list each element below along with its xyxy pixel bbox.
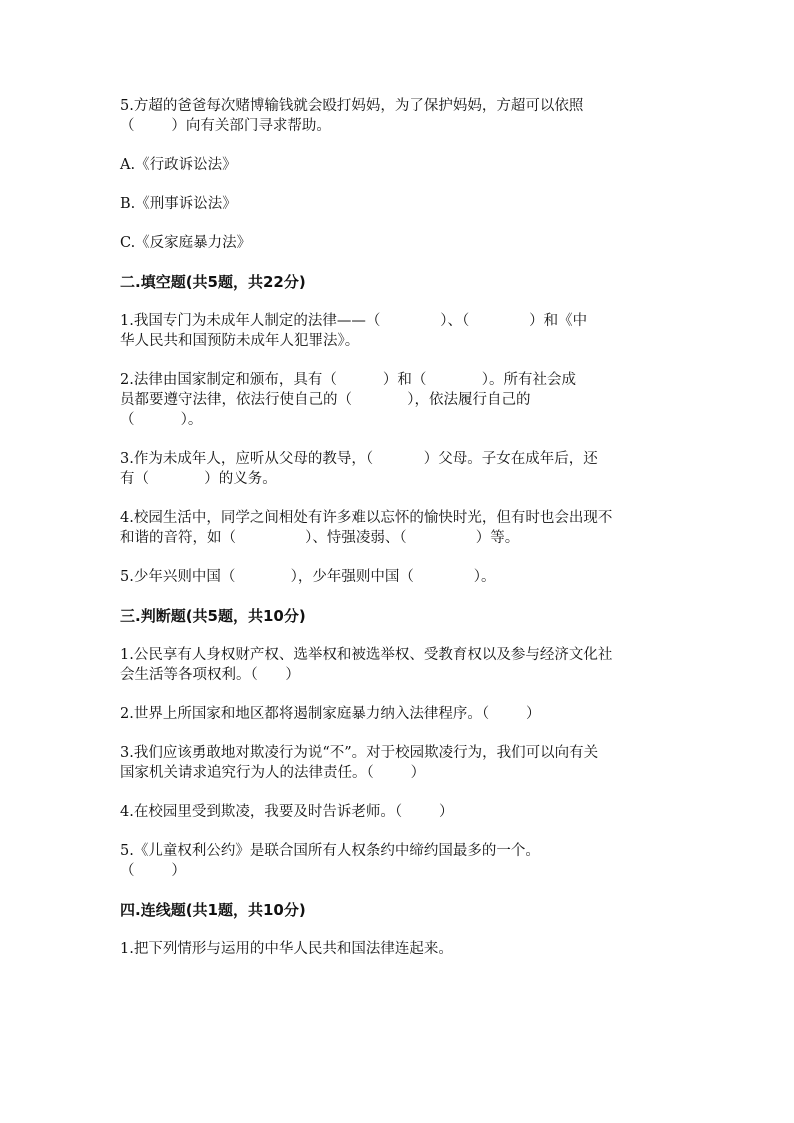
question-text-line: 1.公民享有人身权财产权、选举权和被选举权、受教育权以及参与经济文化社 (120, 647, 613, 663)
question-text-line: 和谐的音符，如（ ）、恃强凌弱、（ ）等。 (120, 530, 520, 546)
question-text-line: 国家机关请求追究行为人的法律责任。（ ） (120, 765, 426, 781)
question-text-line: 3.作为未成年人，应听从父母的教导，（ ）父母。子女在成年后，还 (120, 451, 598, 467)
question-text-line: 2.世界上所国家和地区都将遏制家庭暴力纳入法律程序。（ ） (120, 706, 541, 722)
question-text-line: 2.法律由国家制定和颁布，具有（ ）和（ ）。所有社会成 (120, 372, 576, 388)
judge-question-1 (120, 645, 680, 685)
question-text-line: （ ）向有关部门寻求帮助。 (120, 118, 331, 134)
question-text-line: 1.把下列情形与运用的中华人民共和国法律连起来。 (120, 941, 453, 957)
section-title-matching: 四.连线题(共1题，共10分) (120, 901, 306, 919)
question-text-line: 华人民共和国预防未成年人犯罪法》。 (120, 333, 360, 349)
question-text-line: （ ）。 (120, 412, 203, 428)
question-text-line: 3.我们应该勇敢地对欺凌行为说“不”。对于校园欺凌行为，我们可以向有关 (120, 745, 599, 761)
question-text-line: 4.校园生活中，同学之间相处有许多难以忘怀的愉快时光，但有时也会出现不 (120, 510, 613, 526)
section-title-true-false: 三.判断题(共5题，共10分) (120, 607, 306, 625)
question-text-line: 5.《儿童权利公约》是联合国所有人权条约中缔约国最多的一个。 (120, 843, 540, 859)
option-c: C.《反家庭暴力法》 (120, 235, 252, 251)
fill-question-3 (120, 449, 680, 489)
judge-question-2 (120, 704, 680, 724)
fill-question-2 (120, 370, 680, 430)
question-text-line: 有（ ）的义务。 (120, 471, 277, 487)
option-a: A.《行政诉讼法》 (120, 157, 237, 173)
question-text-line: 会生活等各项权利。（ ） (120, 667, 300, 683)
option-b: B.《刑事诉讼法》 (120, 196, 237, 212)
fill-question-5 (120, 567, 680, 587)
question-text-line: （ ） (120, 863, 186, 879)
matching-question-1 (120, 939, 680, 959)
exam-page (120, 96, 680, 959)
fill-question-1 (120, 311, 680, 351)
judge-question-3 (120, 743, 680, 783)
question-text-line: 5.方超的爸爸每次赌博输钱就会殴打妈妈，为了保护妈妈，方超可以依照 (120, 98, 584, 114)
judge-question-4 (120, 802, 680, 822)
section-title-fill-in: 二.填空题(共5题，共22分) (120, 273, 306, 291)
question-text-line: 1.我国专门为未成年人制定的法律——（ ）、（ ）和《中 (120, 313, 588, 329)
question-text-line: 员都要遵守法律，依法行使自己的（ ），依法履行自己的 (120, 392, 531, 408)
question-text-line: 4.在校园里受到欺凌，我要及时告诉老师。（ ） (120, 804, 454, 820)
question-text-line: 5.少年兴则中国（ ），少年强则中国（ ）。 (120, 569, 496, 585)
choice-question-5 (120, 96, 680, 136)
judge-question-5 (120, 841, 680, 881)
fill-question-4 (120, 508, 680, 548)
